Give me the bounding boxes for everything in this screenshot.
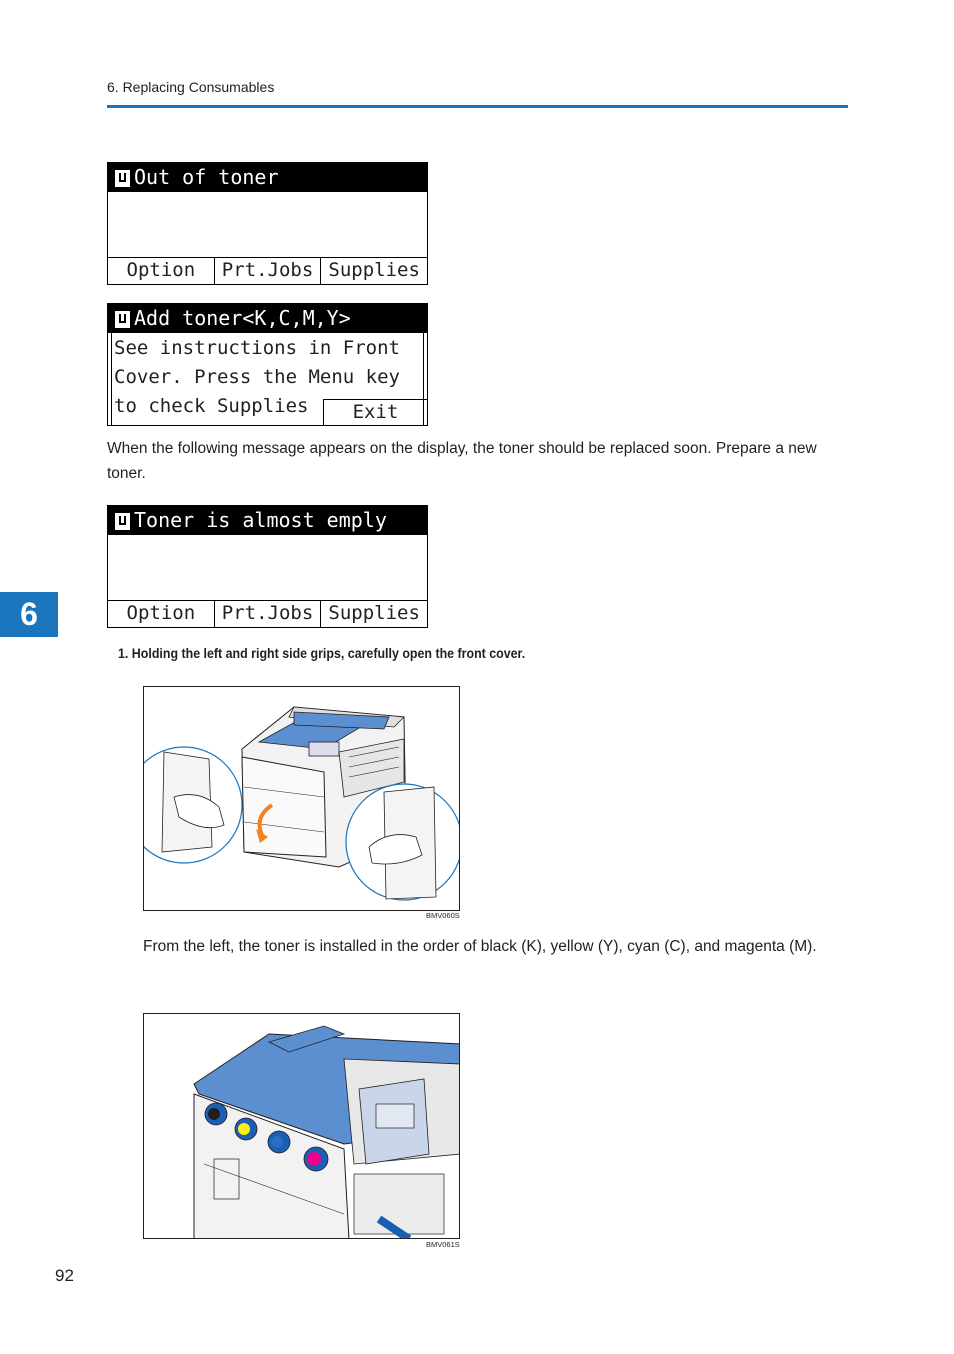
supplies-key: Supplies [320, 257, 427, 284]
option-key: Option [108, 257, 214, 284]
figure-code: BMV061S [426, 1240, 460, 1249]
figure-open-front-cover [143, 686, 460, 911]
prt-jobs-key: Prt.Jobs [214, 600, 321, 627]
lcd-title: Out of toner [134, 165, 279, 189]
lcd-title: Toner is almost emply [134, 508, 387, 532]
lcd-line-3: to check Supplies [114, 395, 309, 417]
toner-order-paragraph: From the left, the toner is installed in the order of black (K), yellow (Y), cyan (C), and magenta (M). [143, 938, 817, 955]
lcd-out-of-toner [107, 162, 428, 285]
lcd-add-toner [107, 303, 428, 426]
section-header: 6. Replacing Consumables [107, 79, 275, 95]
toner-icon [115, 170, 130, 187]
exit-key: Exit [323, 399, 427, 425]
printer-front-cover-illustration [144, 687, 460, 911]
toner-icon [115, 311, 130, 328]
figure-toner-cartridges [143, 1013, 460, 1239]
toner-icon [115, 513, 130, 530]
lcd-title-bar [108, 506, 427, 535]
header-rule [107, 105, 848, 108]
toner-cartridges-illustration [144, 1014, 460, 1239]
figure-code: BMV060S [426, 911, 460, 920]
lcd-title-bar [108, 163, 427, 192]
lcd-almost-empty [107, 505, 428, 628]
supplies-key: Supplies [320, 600, 427, 627]
lcd-line-2: Cover. Press the Menu key [114, 366, 400, 388]
prt-jobs-key: Prt.Jobs [214, 257, 321, 284]
page-number: 92 [55, 1266, 74, 1285]
option-key: Option [108, 600, 214, 627]
lcd-line-1: See instructions in Front [114, 337, 400, 359]
step-1-instruction: 1. Holding the left and right side grips, carefully open the front cover. [118, 646, 526, 661]
intro-paragraph: When the following message appears on the display, the toner should be replaced soon. Prepare a new toner. [107, 440, 817, 482]
chapter-tab: 6 [0, 592, 58, 637]
lcd-title: Add toner<K,C,M,Y> [134, 306, 351, 330]
lcd-title-bar [108, 304, 427, 333]
